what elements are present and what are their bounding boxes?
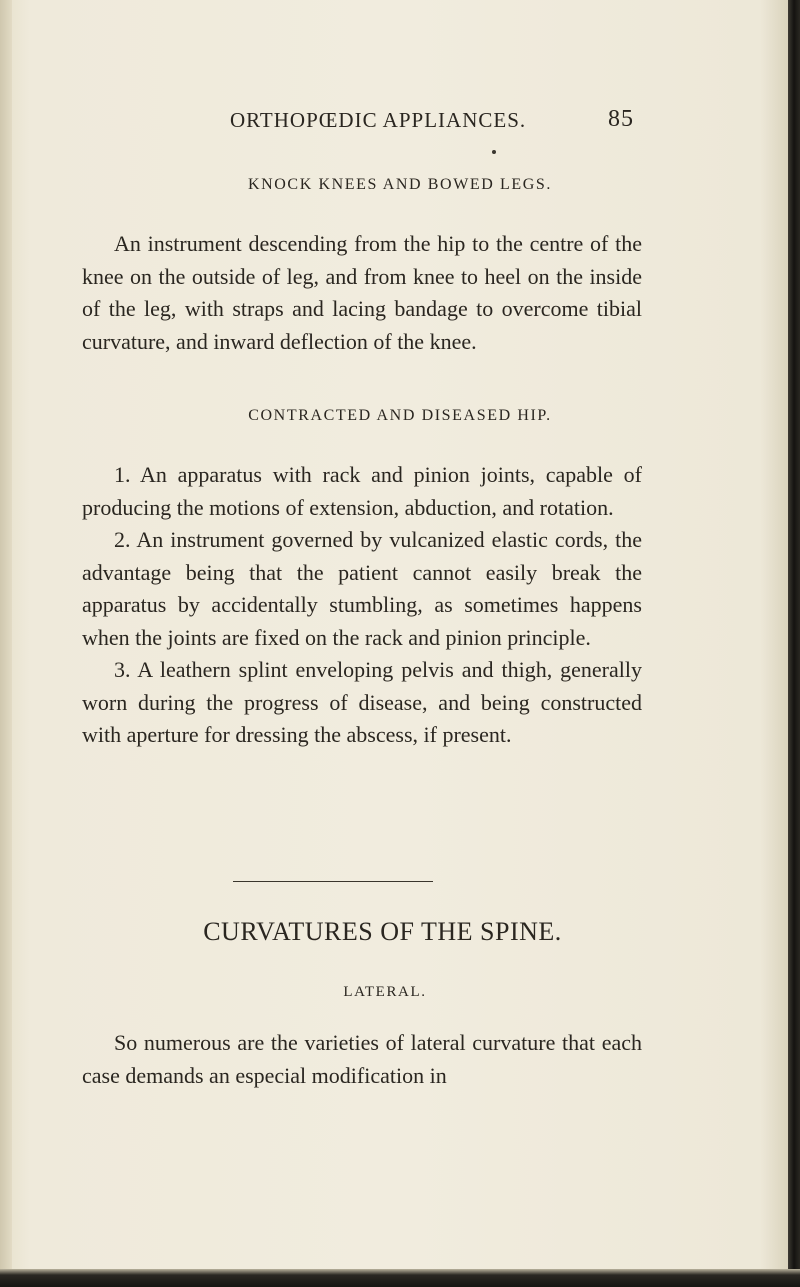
section-body-knock-knees bbox=[82, 228, 642, 358]
chapter-heading: CURVATURES OF THE SPINE. bbox=[203, 917, 562, 946]
section-divider bbox=[233, 881, 433, 882]
page-bottom-edge bbox=[0, 1269, 800, 1287]
chapter-body bbox=[82, 1027, 642, 1092]
paragraph-item-1: 1. An apparatus with rack and pinion joints, capable of producing the motions of extension, abduction, and rotation. bbox=[82, 462, 642, 520]
section-body-hip bbox=[82, 459, 642, 752]
section-heading-hip: CONTRACTED AND DISEASED HIP. bbox=[248, 407, 552, 424]
paragraph: So numerous are the varieties of lateral curvature that each case demands an especial modification in bbox=[82, 1030, 642, 1088]
page-number: 85 bbox=[608, 106, 634, 132]
paragraph: An instrument descending from the hip to the centre of the knee on the outside of leg, and from knee to heel on the inside of the leg, with straps and lacing bandage to overcome tibial curvature, and inward deflection of the knee. bbox=[82, 231, 642, 354]
section-heading-knock-knees: KNOCK KNEES AND BOWED LEGS. bbox=[247, 176, 553, 193]
paragraph-item-3: 3. A leathern splint enveloping pelvis and thigh, generally worn during the progress of disease, and being constructed with aperture for dressing the abscess, if present. bbox=[82, 657, 642, 747]
running-head-title: ORTHOPŒDIC APPLIANCES. bbox=[230, 108, 527, 132]
ink-mark bbox=[492, 150, 496, 154]
paragraph-item-2: 2. An instrument governed by vulcanized elastic cords, the advantage being that the patient cannot easily break the apparatus by accidentally stumbling, as sometimes happens when the joints are fixed on the rack and pinion principle. bbox=[82, 527, 642, 650]
chapter-subheading: LATERAL. bbox=[343, 984, 427, 1000]
